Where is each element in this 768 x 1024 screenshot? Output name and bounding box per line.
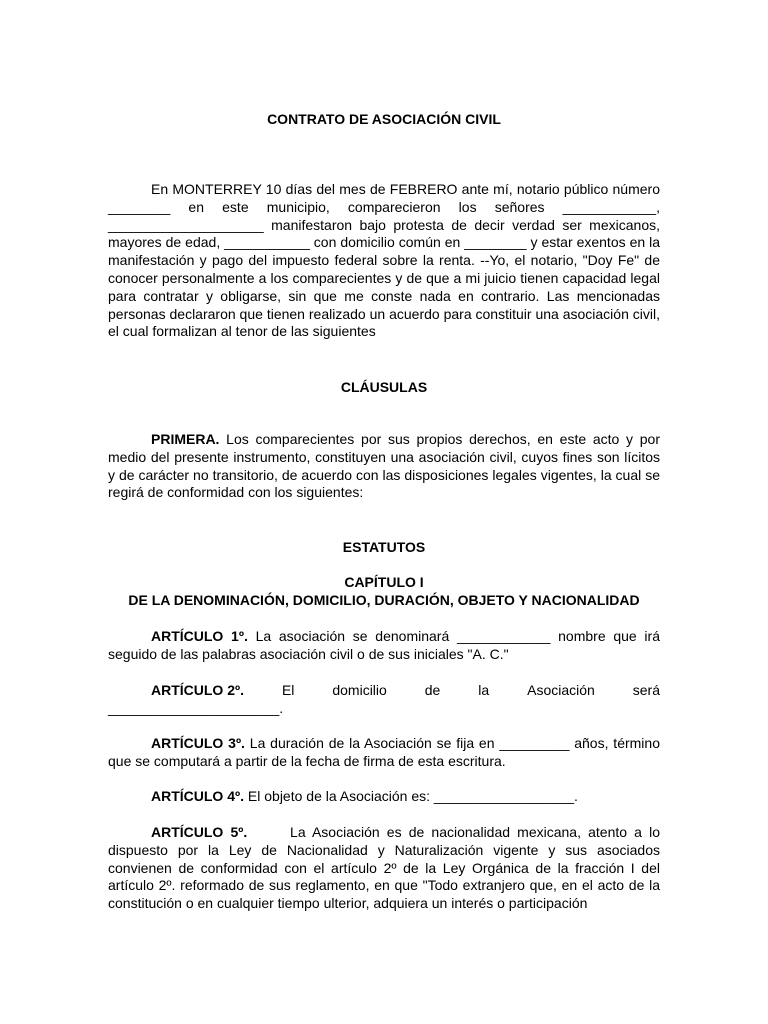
art5-label: ARTÍCULO 5º. — [151, 824, 248, 840]
art2-word: El — [281, 682, 295, 698]
art4-label: ARTÍCULO 4º. — [151, 788, 245, 804]
capitulo-subheading: DE LA DENOMINACIÓN, DOMICILIO, DURACIÓN, OBJETO Y NACIONALIDAD — [128, 592, 640, 608]
articulo-2 — [108, 682, 660, 718]
estatutos-heading: ESTATUTOS — [342, 539, 426, 555]
primera-label: PRIMERA. — [151, 431, 220, 447]
art1-text: La asociación se denominará ____________ nombre que irá seguido de las palabras asociación civil o de sus iniciales "A. C." — [108, 628, 660, 662]
articulo-4 — [108, 788, 660, 806]
clausulas-heading: CLÁUSULAS — [340, 379, 428, 395]
articulo-1 — [108, 628, 660, 664]
art1-label: ARTÍCULO 1º. — [151, 628, 248, 644]
articulo-3 — [108, 735, 660, 771]
art4-text: El objeto de la Asociación es: __________________. — [244, 788, 578, 804]
art3-text: La duración de la Asociación se fija en _________ años, término que se computará a partir de la fecha de firma de esta escritura. — [108, 735, 660, 769]
art2-word: la — [478, 682, 490, 698]
art2-line-2: ______________________. — [108, 699, 284, 716]
intro-paragraph: En MONTERREY 10 días del mes de FEBRERO ante mí, notario público número ________ en este municipio, comparecieron los señores ____________, ____________________ manifestaron bajo protesta de decir verdad ser mexicanos, mayores de edad, ___________ con domicilio común en ________ y estar exentos en la manifestación y pago del impuesto federal sobre la renta. --Yo, el notario, "Doy Fe" de conocer personalmente a los comparecientes y de que a mi juicio tienen capacidad legal para contratar y obligarse, sin que me conste nada en contrario. Las mencionadas personas declararon que tienen realizado un acuerdo para constituir una asociación civil, el cual formalizan al tenor de las siguientes — [108, 181, 660, 340]
art2-line-1 — [108, 682, 660, 700]
clausula-primera — [108, 431, 660, 502]
document-title: CONTRATO DE ASOCIACIÓN CIVIL — [267, 111, 501, 127]
capitulo-heading: CAPÍTULO I — [344, 574, 424, 590]
primera-text: Los comparecientes por sus propios derechos, en este acto y por medio del presente instrumento, constituyen una asociación civil, cuyos fines son lícitos y de carácter no transitorio, de acuerdo con las disposiciones legales vigentes, la cual se regirá de conformidad con los siguientes: — [108, 431, 660, 501]
articulo-5 — [108, 824, 664, 913]
art2-word: Asociación — [527, 682, 595, 698]
art5-text: La Asociación es de nacionalidad mexicana, atento a lo dispuesto por la Ley de Nacionalidad y Naturalización vigente y sus asociados convienen de conformidad con el artículo 2º de la Ley Orgánica de la fracción I del artículo 2º. reformado de sus reglamento, en que "Todo extranjero que, en el acto de la constitución o en cualquier tiempo ulterior, adquiera un interés o participación — [108, 824, 664, 912]
art2-word: de — [424, 682, 441, 698]
art2-word: será — [632, 682, 660, 698]
art2-word: domicilio — [332, 682, 387, 698]
art2-label: ARTÍCULO 2º. — [151, 682, 245, 698]
art3-label: ARTÍCULO 3º. — [151, 735, 245, 751]
